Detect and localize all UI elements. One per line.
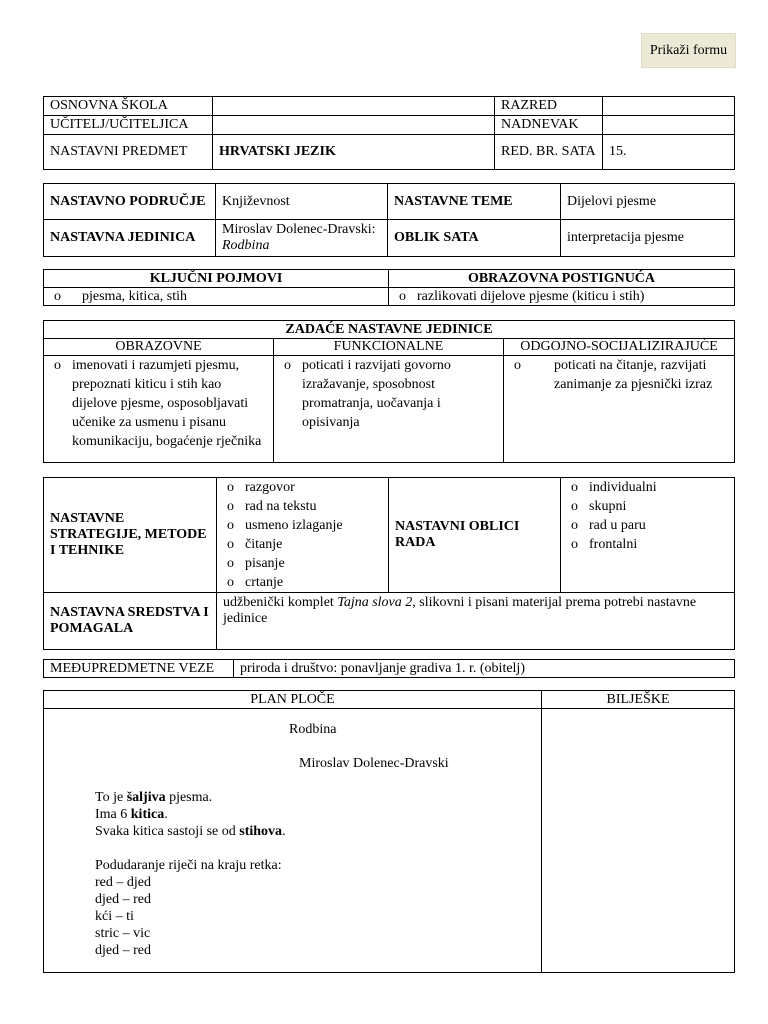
board-table [43,690,735,973]
poem-author: Miroslav Dolenec-Dravski [299,756,449,771]
tasks-educational-label: OBRAZOVNE [44,339,274,356]
form-item: o rad u paru [567,516,728,535]
rhyme-title: Podudaranje riječi na kraju retka: [95,858,282,873]
board-plan-content [44,709,542,973]
themes-label: NASTAVNE TEME [388,184,561,220]
board-line: Ima 6 kitica. [95,807,168,822]
tasks-functional-label: FUNKCIONALNE [274,339,504,356]
means-value: udžbenički komplet Tajna slova 2, slikovni i pisani materijal prema potrebi nastavne jedinice [217,593,735,650]
forms-label: NASTAVNI OBLICI RADA [389,478,561,593]
unit-title: Rodbina [222,238,270,253]
links-label: MEĐUPREDMETNE VEZE [44,660,234,678]
unit-table [43,183,735,257]
rhyme-pair: stric – vic [95,926,151,941]
outcomes-label: OBRAZOVNA POSTIGNUĆA [389,270,735,288]
unit-value [216,220,388,257]
strategies-label: NASTAVNE STRATEGIJE, METODE I TEHNIKE [44,478,217,593]
notes-content[interactable] [542,709,735,973]
subject-value: HRVATSKI JEZIK [213,135,495,170]
links-table [43,659,735,678]
concepts-table [43,269,735,306]
strategies-list [217,478,389,593]
rhyme-pair: djed – red [95,892,151,907]
methods-table [43,477,735,650]
board-plan-label: PLAN PLOČE [44,691,542,709]
school-field[interactable] [213,97,495,116]
strategy-item: o pisanje [223,554,382,573]
themes-value: Dijelovi pjesme [561,184,735,220]
strategy-item: o čitanje [223,535,382,554]
form-item: o individualni [567,478,728,497]
board-line: To je šaljiva pjesma. [95,790,213,805]
means-label: NASTAVNA SREDSTVA I POMAGALA [44,593,217,650]
teacher-field[interactable] [213,116,495,135]
strategy-item: o crtanje [223,573,382,592]
show-form-button[interactable]: Prikaži formu [641,33,736,68]
school-label: OSNOVNA ŠKOLA [44,97,213,116]
forms-list [561,478,735,593]
key-concepts-value: o pjesma, kitica, stih [44,288,389,306]
form-value: interpretacija pjesme [561,220,735,257]
unit-label: NASTAVNA JEDINICA [44,220,216,257]
poem-title: Rodbina [289,722,337,737]
date-field[interactable] [603,116,735,135]
area-value: Književnost [216,184,388,220]
lesson-number-label: RED. BR. SATA [495,135,603,170]
tasks-functional-text: o poticati i razvijati govorno izražavanje, sposobnost promatranja, uočavanja i opisivanja [274,356,504,463]
grade-label: RAZRED [495,97,603,116]
tasks-social-label: ODGOJNO-SOCIJALIZIRAJUĆE [504,339,735,356]
rhyme-pair: kći – ti [95,909,134,924]
area-label: NASTAVNO PODRUČJE [44,184,216,220]
links-value: priroda i društvo: ponavljanje gradiva 1. r. (obitelj) [234,660,735,678]
form-label: OBLIK SATA [388,220,561,257]
outcomes-value: o razlikovati dijelove pjesme (kiticu i stih) [389,288,735,306]
strategy-item: o usmeno izlaganje [223,516,382,535]
form-item: o frontalni [567,535,728,554]
board-line: Svaka kitica sastoji se od stihova. [95,824,286,839]
notes-label: BILJEŠKE [542,691,735,709]
strategy-item: o rad na tekstu [223,497,382,516]
form-item: o skupni [567,497,728,516]
teacher-label: UČITELJ/UČITELJICA [44,116,213,135]
lesson-number-value: 15. [603,135,735,170]
key-concepts-label: KLJUČNI POJMOVI [44,270,389,288]
tasks-social-text: o poticati na čitanje, razvijati zanimanje za pjesnički izraz [504,356,735,463]
tasks-table [43,320,735,463]
date-label: NADNEVAK [495,116,603,135]
subject-label: NASTAVNI PREDMET [44,135,213,170]
unit-author: Miroslav Dolenec-Dravski: [222,222,376,237]
grade-field[interactable] [603,97,735,116]
rhyme-pair: red – djed [95,875,151,890]
header-table [43,96,735,170]
tasks-title: ZADAĆE NASTAVNE JEDINICE [44,321,735,339]
rhyme-pair: djed – red [95,943,151,958]
tasks-educational-text: o imenovati i razumjeti pjesmu, prepoznati kiticu i stih kao dijelove pjesme, osposobljavati učenike za usmenu i pisanu komunikaciju, bogaćenje rječnika [44,356,274,463]
strategy-item: o razgovor [223,478,382,497]
